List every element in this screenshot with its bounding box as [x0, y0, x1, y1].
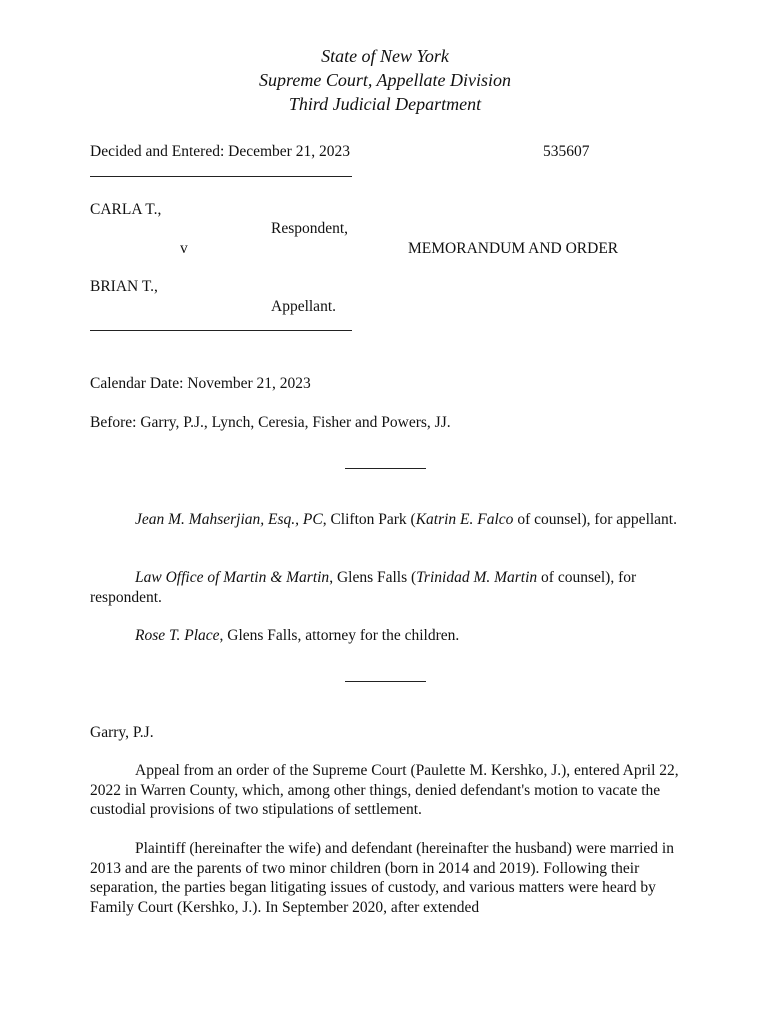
defendant-role: Appellant.: [271, 298, 336, 315]
caption-bottom-rule: [90, 330, 352, 331]
section-separator-2: [345, 681, 426, 682]
docket-number: 535607: [543, 143, 590, 160]
appellant-counsel: Jean M. Mahserjian, Esq., PC, Clifton Park (Katrin E. Falco of counsel), for appellant.: [135, 511, 677, 528]
court-name-heading: Supreme Court, Appellate Division: [259, 70, 511, 90]
plaintiff-name: CARLA T.,: [90, 201, 162, 218]
opinion-paragraph-2: Plaintiff (hereinafter the wife) and defendant (hereinafter the husband) were married in 2013 and are the parents of two minor children (born in 2014 and 2019). Following their separation, the parties began litigating issues of custody, and various matters were heard by Family Court (Kershko, J.). In September 2020, after extended: [90, 840, 674, 916]
decided-entered-date: Decided and Entered: December 21, 2023: [90, 143, 350, 160]
versus: v: [180, 240, 188, 257]
department-heading: Third Judicial Department: [288, 94, 482, 114]
memorandum-title: MEMORANDUM AND ORDER: [408, 240, 619, 257]
children-attorney: Rose T. Place, Glens Falls, attorney for the children.: [135, 627, 460, 644]
opinion-paragraph-1: Appeal from an order of the Supreme Court (Paulette M. Kershko, J.), entered April 22, 2022 in Warren County, which, among other things, denied defendant's motion to vacate the custodial provisions of two stipulations of settlement.: [90, 762, 679, 818]
before-panel: Before: Garry, P.J., Lynch, Ceresia, Fisher and Powers, JJ.: [90, 414, 451, 431]
caption-top-rule: [90, 176, 352, 177]
plaintiff-role: Respondent,: [271, 220, 349, 237]
calendar-date: Calendar Date: November 21, 2023: [90, 375, 311, 392]
section-separator-1: [345, 468, 426, 469]
respondent-counsel: Law Office of Martin & Martin, Glens Falls (Trinidad M. Martin of counsel), for respondent.: [90, 569, 637, 606]
defendant-name: BRIAN T.,: [90, 278, 158, 295]
court-state-heading: State of New York: [321, 46, 449, 66]
opinion-author: Garry, P.J.: [90, 724, 154, 741]
